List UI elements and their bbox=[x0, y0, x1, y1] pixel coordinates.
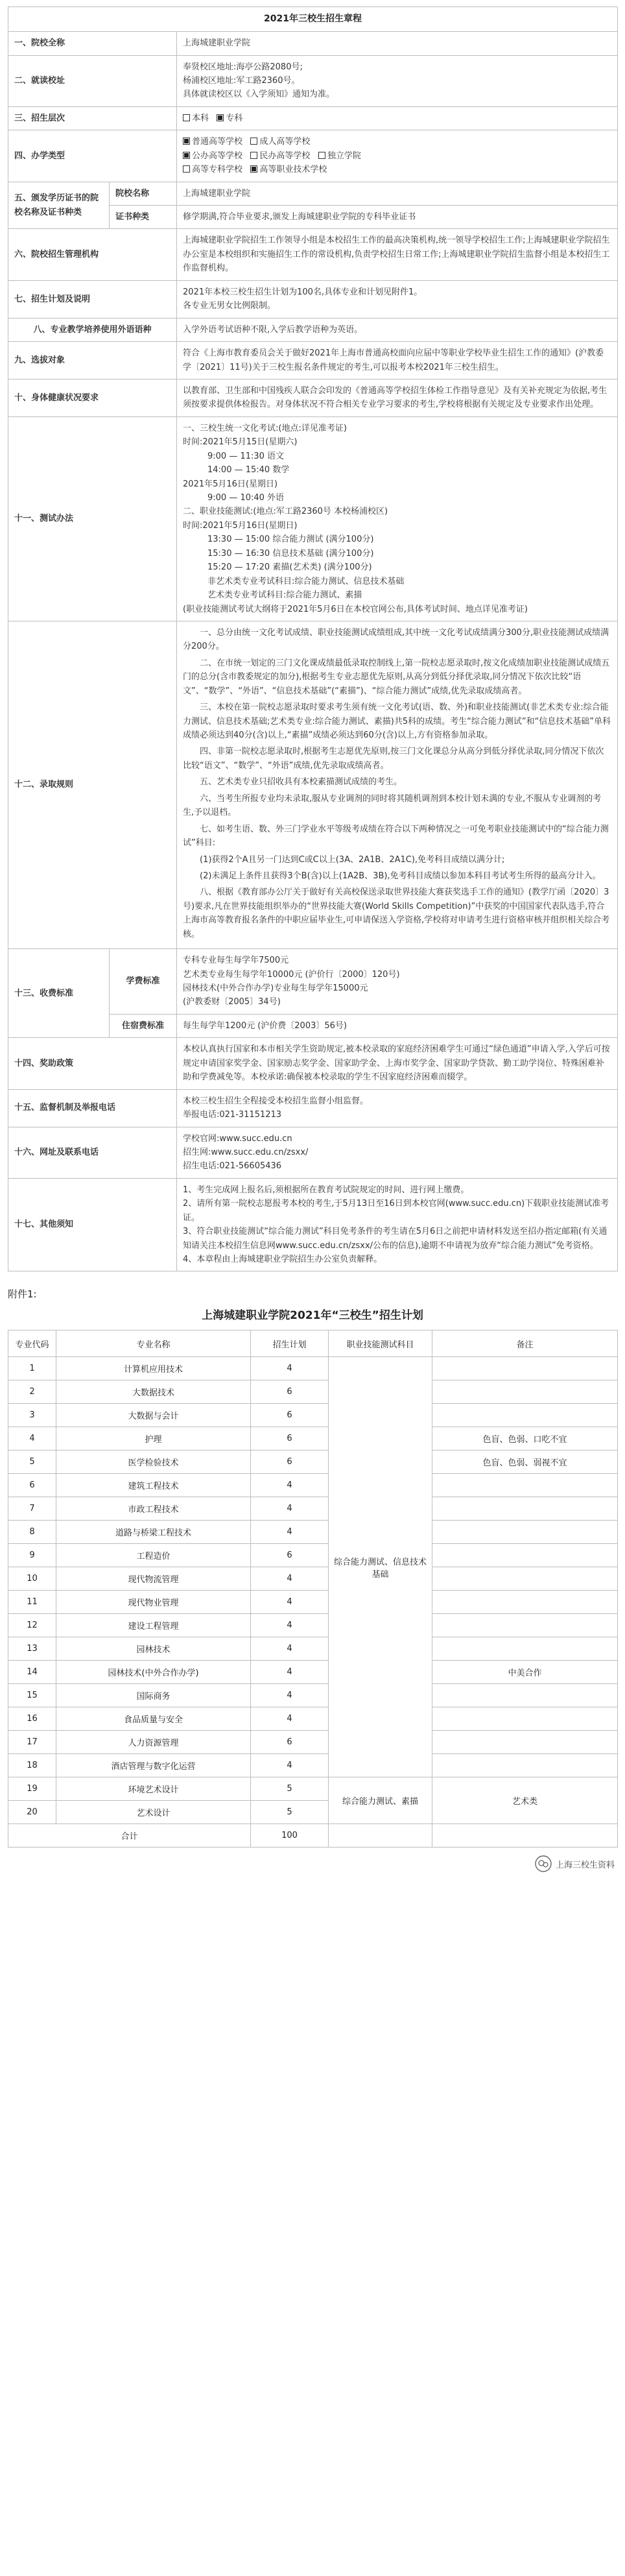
rule-paragraph: 五、艺术类专业只招收具有本校素描测试成绩的考生。 bbox=[200, 777, 403, 788]
value-other-notes bbox=[177, 1178, 618, 1271]
major-note: 艺术类 bbox=[432, 1777, 618, 1824]
major-code: 4 bbox=[8, 1427, 56, 1451]
row-test-methods bbox=[8, 416, 618, 621]
major-name: 医学检验技术 bbox=[56, 1451, 251, 1474]
label-cert-institution: 院校名称 bbox=[110, 182, 177, 205]
major-plan: 5 bbox=[251, 1777, 329, 1801]
label-dorm: 住宿费标准 bbox=[110, 1014, 177, 1037]
label-enrollment-plan: 七、招生计划及说明 bbox=[8, 280, 177, 318]
major-code: 12 bbox=[8, 1614, 56, 1637]
plan-total-row bbox=[8, 1824, 618, 1848]
value-financial-aid: 本校认真执行国家和本市相关学生资助规定,被本校录取的家庭经济困难学生可通过“绿色通道”申请入学,入学后可按规定申请国家奖学金、国家励志奖学金、国家助学金、上海市奖学金、国家助学贷款、勤工助学岗位、特殊困难补助和学费减免等。本校承诺:确保被本校录取的学生不因家庭经济困难而辍学。 bbox=[177, 1038, 618, 1089]
official-website-link[interactable]: 学校官网:www.succ.edu.cn bbox=[183, 1133, 292, 1144]
label-admission-office: 六、院校招生管理机构 bbox=[8, 229, 177, 280]
major-note bbox=[432, 1731, 618, 1754]
plan-header-row bbox=[8, 1330, 618, 1357]
major-name: 工程造价 bbox=[56, 1544, 251, 1567]
major-code: 15 bbox=[8, 1684, 56, 1707]
major-plan: 6 bbox=[251, 1427, 329, 1451]
rule-paragraph: 二、在市统一划定的三门文化课成绩最低录取控制线上,第一院校志愿录取时,按文化成绩加职业技能测试成绩五门的总分(含市教委规定的加分),根据考生专业志愿优先原则,从高分到低分择优录取,同分情况下依次比较“语文”、“数学”、“外语”、“信息技术基础”(“素描”)、“综合能力测试”成绩,优先录取成绩高者。 bbox=[183, 658, 610, 696]
major-plan: 6 bbox=[251, 1731, 329, 1754]
table-row bbox=[8, 1521, 618, 1544]
major-name: 人力资源管理 bbox=[56, 1731, 251, 1754]
checkbox-unchecked-icon bbox=[250, 138, 257, 145]
label-campus-address: 二、就读校址 bbox=[8, 55, 177, 106]
table-row bbox=[8, 1567, 618, 1591]
major-plan: 6 bbox=[251, 1544, 329, 1567]
plan-body bbox=[8, 1357, 618, 1824]
table-row bbox=[8, 1451, 618, 1474]
major-name: 酒店管理与数字化运营 bbox=[56, 1754, 251, 1777]
major-plan: 4 bbox=[251, 1497, 329, 1521]
major-code: 19 bbox=[8, 1777, 56, 1801]
label-eligibility: 九、选拔对象 bbox=[8, 342, 177, 379]
table-row bbox=[8, 1731, 618, 1754]
label-certificate: 五、颁发学历证书的院校名称及证书种类 bbox=[8, 182, 110, 229]
major-name: 护理 bbox=[56, 1427, 251, 1451]
table-row bbox=[8, 1661, 618, 1684]
label-contact: 十六、网址及联系电话 bbox=[8, 1127, 177, 1178]
major-note bbox=[432, 1637, 618, 1661]
note-item: 3、符合职业技能测试“综合能力测试”科目免考条件的考生请在5月6日之前把申请材料发送至招办指定邮箱(有关通知请关注本校招生信息网www.succ.edu.cn/zsxx/公布的信息),逾期不申请视为放弃“综合能力测试”免考资格。 bbox=[183, 1227, 607, 1251]
row-language bbox=[8, 318, 618, 341]
value-contact bbox=[177, 1127, 618, 1178]
label-language: 八、专业教学培养使用外语语种 bbox=[8, 318, 177, 341]
option-label: 本科 bbox=[192, 113, 209, 123]
major-code: 11 bbox=[8, 1591, 56, 1614]
admission-charter-table bbox=[8, 6, 618, 1271]
major-plan: 4 bbox=[251, 1614, 329, 1637]
major-name: 大数据技术 bbox=[56, 1380, 251, 1404]
major-plan: 4 bbox=[251, 1357, 329, 1380]
test-note: (职业技能测试考试大纲将于2021年5月6日在本校官网公布,具体考试时间、地点详见准考证) bbox=[183, 604, 528, 614]
major-note bbox=[432, 1474, 618, 1497]
label-financial-aid: 十四、奖助政策 bbox=[8, 1038, 177, 1089]
option-label: 高等专科学校 bbox=[192, 165, 243, 175]
rule-paragraph: (1)获得2个A且另一门达到C或C以上(3A、2A1B、2A1C),免考科目成绩以满分计; bbox=[200, 854, 505, 865]
fee-line: 艺术类专业每生每学年10000元 (沪价行〔2000〕120号) bbox=[183, 969, 400, 980]
test-note: 艺术类专业考试科目:综合能力测试、素描 bbox=[207, 590, 362, 601]
fee-line: 园林技术(中外合作办学)专业每生每学年15000元 bbox=[183, 983, 368, 994]
major-code: 13 bbox=[8, 1637, 56, 1661]
table-row bbox=[8, 1404, 618, 1427]
major-note: 色盲、色弱、弱视不宜 bbox=[432, 1451, 618, 1474]
option-label: 民办高等学校 bbox=[259, 150, 311, 161]
test-schedule: 9:00 — 10:40 外语 bbox=[207, 493, 285, 503]
major-plan: 4 bbox=[251, 1707, 329, 1731]
value-tuition bbox=[177, 949, 618, 1015]
note-item: 1、考生完成网上报名后,须根据所在教育考试院规定的时间、进行网上缴费。 bbox=[183, 1185, 469, 1195]
major-code: 17 bbox=[8, 1731, 56, 1754]
major-note bbox=[432, 1380, 618, 1404]
table-row bbox=[8, 1357, 618, 1380]
major-note bbox=[432, 1497, 618, 1521]
major-plan: 4 bbox=[251, 1754, 329, 1777]
checkbox-unchecked-icon bbox=[183, 114, 190, 121]
major-note: 色盲、色弱、口吃不宜 bbox=[432, 1427, 618, 1451]
checkbox-checked-icon bbox=[217, 114, 224, 121]
checkbox-unchecked-icon bbox=[183, 165, 190, 173]
admission-website-link[interactable]: 招生网:www.succ.edu.cn/zsxx/ bbox=[183, 1147, 309, 1157]
annex-title: 上海城建职业学院2021年“三校生”招生计划 bbox=[202, 1309, 423, 1323]
table-row bbox=[8, 1474, 618, 1497]
major-name: 市政工程技术 bbox=[56, 1497, 251, 1521]
option-label: 成人高等学校 bbox=[259, 137, 311, 147]
major-name: 现代物业管理 bbox=[56, 1591, 251, 1614]
doc-title: 2021年三校生招生章程 bbox=[8, 7, 618, 32]
label-fees: 十三、收费标准 bbox=[8, 949, 110, 1038]
row-enrollment-plan bbox=[8, 280, 618, 318]
checkbox-unchecked-icon bbox=[250, 152, 257, 159]
major-note bbox=[432, 1591, 618, 1614]
rule-paragraph: 一、总分由统一文化考试成绩、职业技能测试成绩组成,其中统一文化考试成绩满分300分,职业技能测试成绩满分200分。 bbox=[183, 627, 609, 652]
major-code: 5 bbox=[8, 1451, 56, 1474]
major-note bbox=[432, 1544, 618, 1567]
table-row bbox=[8, 1614, 618, 1637]
major-note bbox=[432, 1754, 618, 1777]
value-admission-rules bbox=[177, 621, 618, 948]
subject-group: 综合能力测试、信息技术基础 bbox=[329, 1357, 432, 1777]
major-code: 14 bbox=[8, 1661, 56, 1684]
value-test-methods bbox=[177, 416, 618, 621]
major-note bbox=[432, 1614, 618, 1637]
col-header: 招生计划 bbox=[251, 1330, 329, 1357]
major-plan: 6 bbox=[251, 1451, 329, 1474]
row-institution-name bbox=[8, 32, 618, 55]
major-note bbox=[432, 1567, 618, 1591]
table-row bbox=[8, 1707, 618, 1731]
label-admission-rules: 十二、录取规则 bbox=[8, 621, 177, 948]
table-row bbox=[8, 1497, 618, 1521]
test-schedule: 14:00 — 15:40 数学 bbox=[207, 465, 290, 475]
table-row bbox=[8, 1637, 618, 1661]
value-health: 以教育部、卫生部和中国残疾人联合会印发的《普通高等学校招生体检工作指导意见》及有关补充规定为依据,考生须按要求提供体检报告。对身体状况不符合相关专业学习要求的考生,学校将根据有关规定及专业要求作出处理。 bbox=[177, 379, 618, 416]
rule-paragraph: 四、非第一院校志愿录取时,根据考生志愿优先原则,按三门文化课总分从高分到低分择优录取,同分情况下依次比较“语文”、“数学”、“外语”成绩,优先录取成绩高者。 bbox=[183, 747, 604, 771]
major-code: 20 bbox=[8, 1801, 56, 1824]
subject-group: 综合能力测试、素描 bbox=[329, 1777, 432, 1824]
value-school-type bbox=[177, 130, 618, 182]
table-row bbox=[8, 1777, 618, 1801]
major-plan: 4 bbox=[251, 1521, 329, 1544]
value-dorm: 每生每学年1200元 (沪价费〔2003〕56号) bbox=[177, 1014, 618, 1037]
option-label: 专科 bbox=[226, 113, 243, 123]
col-header: 专业代码 bbox=[8, 1330, 56, 1357]
row-eligibility bbox=[8, 342, 618, 379]
major-note bbox=[432, 1707, 618, 1731]
report-phone: 举报电话:021-31151213 bbox=[183, 1110, 282, 1120]
major-name: 道路与桥梁工程技术 bbox=[56, 1521, 251, 1544]
note-item: 4、本章程由上海城建职业学院招生办公室负责解释。 bbox=[183, 1255, 383, 1265]
test-schedule: 13:30 — 15:00 综合能力测试 (满分100分) bbox=[207, 535, 374, 545]
major-note bbox=[432, 1684, 618, 1707]
note-item: 2、请所有第一院校志愿报考本校的考生,于5月13日至16日到本校官网(www.succ.edu.cn)下载职业技能测试准考证。 bbox=[183, 1199, 609, 1223]
row-supervision bbox=[8, 1089, 618, 1127]
label-school-type: 四、办学类型 bbox=[8, 130, 177, 182]
col-header: 职业技能测试科目 bbox=[329, 1330, 432, 1357]
label-institution-name: 一、院校全称 bbox=[8, 32, 177, 55]
watermark-text: 上海三校生资料 bbox=[555, 1860, 615, 1870]
row-school-type bbox=[8, 130, 618, 182]
test-date: 2021年5月16日(星期日) bbox=[183, 479, 278, 489]
table-row bbox=[8, 1427, 618, 1451]
option-label: 高等职业技术学校 bbox=[259, 165, 327, 175]
major-plan: 4 bbox=[251, 1591, 329, 1614]
test-schedule: 15:30 — 16:30 信息技术基础 (满分100分) bbox=[207, 548, 374, 559]
label-cert-type: 证书种类 bbox=[110, 206, 177, 229]
total-label: 合计 bbox=[8, 1824, 251, 1848]
table-row bbox=[8, 1544, 618, 1567]
major-plan: 5 bbox=[251, 1801, 329, 1824]
major-code: 3 bbox=[8, 1404, 56, 1427]
test-date: 时间:2021年5月16日(星期日) bbox=[183, 520, 298, 531]
value-cert-type: 修学期满,符合毕业要求,颁发上海城建职业学院的专科毕业证书 bbox=[177, 206, 618, 229]
value-admission-office: 上海城建职业学院招生工作领导小组是本校招生工作的最高决策机构,统一领导学校招生工作;上海城建职业学院招生办公室是本校组织和实施招生工作的常设机构,负责学校招生日常工作;上海城建职业学院招生监督小组是本校招生工作监督机构。 bbox=[177, 229, 618, 280]
annex-label: 附件1: bbox=[8, 1288, 37, 1301]
major-note: 中美合作 bbox=[432, 1661, 618, 1684]
test-note: 非艺术类专业考试科目:综合能力测试、信息技术基础 bbox=[207, 576, 405, 586]
row-admission-office bbox=[8, 229, 618, 280]
major-code: 8 bbox=[8, 1521, 56, 1544]
enrollment-plan-table bbox=[8, 1330, 618, 1848]
label-supervision: 十五、监督机制及举报电话 bbox=[8, 1089, 177, 1127]
major-plan: 6 bbox=[251, 1404, 329, 1427]
major-code: 1 bbox=[8, 1357, 56, 1380]
rule-paragraph: (2)未满足上条件且获得3个B(含)以上(1A2B、3B),免考科目成绩以参加本科目考试考生所得的最高分计入。 bbox=[200, 871, 601, 881]
major-plan: 4 bbox=[251, 1474, 329, 1497]
row-campus-address bbox=[8, 55, 618, 106]
plan-line: 2021年本校三校生招生计划为100名,具体专业和计划见附件1。 bbox=[183, 287, 423, 297]
checkbox-unchecked-icon bbox=[318, 152, 325, 159]
major-name: 艺术设计 bbox=[56, 1801, 251, 1824]
row-admission-rules bbox=[8, 621, 618, 948]
major-name: 园林技术(中外合作办学) bbox=[56, 1661, 251, 1684]
total-note bbox=[432, 1824, 618, 1848]
major-name: 建筑工程技术 bbox=[56, 1474, 251, 1497]
label-tuition: 学费标准 bbox=[110, 949, 177, 1015]
option-label: 独立学院 bbox=[327, 150, 361, 161]
major-name: 计算机应用技术 bbox=[56, 1357, 251, 1380]
table-row bbox=[8, 1754, 618, 1777]
major-name: 建设工程管理 bbox=[56, 1614, 251, 1637]
checkbox-checked-icon bbox=[250, 165, 257, 173]
plan-line: 各专业无男女比例限制。 bbox=[183, 301, 276, 311]
admission-phone: 招生电话:021-56605436 bbox=[183, 1161, 282, 1172]
major-note bbox=[432, 1521, 618, 1544]
major-name: 食品质量与安全 bbox=[56, 1707, 251, 1731]
row-other-notes bbox=[8, 1178, 618, 1271]
row-financial-aid bbox=[8, 1038, 618, 1089]
address-line: 杨浦校区地址:军工路2360号。 bbox=[183, 75, 300, 86]
major-code: 7 bbox=[8, 1497, 56, 1521]
supervision-line: 本校三校生招生全程接受本校招生监督小组监督。 bbox=[183, 1096, 369, 1106]
test-date: 时间:2021年5月15日(星期六) bbox=[183, 437, 298, 448]
major-plan: 4 bbox=[251, 1637, 329, 1661]
value-cert-institution: 上海城建职业学院 bbox=[177, 182, 618, 205]
fee-line: 专科专业每生每学年7500元 bbox=[183, 956, 289, 966]
table-row bbox=[8, 1591, 618, 1614]
checkbox-checked-icon bbox=[183, 152, 190, 159]
value-campus-address bbox=[177, 55, 618, 106]
test-schedule: 9:00 — 11:30 语文 bbox=[207, 451, 285, 461]
major-note bbox=[432, 1357, 618, 1380]
test-part-heading: 二、职业技能测试:(地点:军工路2360号 本校杨浦校区) bbox=[183, 507, 388, 517]
major-plan: 4 bbox=[251, 1684, 329, 1707]
chat-logo-icon bbox=[535, 1855, 552, 1872]
major-plan: 6 bbox=[251, 1380, 329, 1404]
major-code: 2 bbox=[8, 1380, 56, 1404]
watermark bbox=[535, 1855, 615, 1872]
row-contact bbox=[8, 1127, 618, 1178]
major-name: 环境艺术设计 bbox=[56, 1777, 251, 1801]
major-name: 大数据与会计 bbox=[56, 1404, 251, 1427]
table-row bbox=[8, 1380, 618, 1404]
label-health: 十、身体健康状况要求 bbox=[8, 379, 177, 416]
col-header: 备注 bbox=[432, 1330, 618, 1357]
major-code: 10 bbox=[8, 1567, 56, 1591]
label-test-methods: 十一、测试办法 bbox=[8, 416, 177, 621]
value-supervision bbox=[177, 1089, 618, 1127]
rule-paragraph: 七、如考生语、数、外三门学业水平等级考成绩在符合以下两种情况之一可免考职业技能测试中的“综合能力测试”科目: bbox=[183, 824, 609, 849]
row-health bbox=[8, 379, 618, 416]
col-header: 专业名称 bbox=[56, 1330, 251, 1357]
major-code: 6 bbox=[8, 1474, 56, 1497]
major-name: 现代物流管理 bbox=[56, 1567, 251, 1591]
rule-paragraph: 八、根据《教育部办公厅关于做好有关高校保送录取世界技能大赛获奖选手工作的通知》(教学厅函〔2020〕3号)要求,凡在世界技能组织举办的“世界技能大赛(World Skills Competition)”中获奖的中国国家代表队选手,符合上海市高等教育报名条件的中职应届毕业生,可申请保送入学资格,学校将对申请考生进行资格审核并组织相关综合考核。 bbox=[183, 887, 610, 939]
value-enrollment-plan bbox=[177, 280, 618, 318]
label-level: 三、招生层次 bbox=[8, 106, 177, 130]
checkbox-checked-icon bbox=[183, 138, 190, 145]
label-other-notes: 十七、其他须知 bbox=[8, 1178, 177, 1271]
value-institution-name: 上海城建职业学院 bbox=[177, 32, 618, 55]
option-label: 普通高等学校 bbox=[192, 137, 243, 147]
major-name: 园林技术 bbox=[56, 1637, 251, 1661]
row-fees-tuition bbox=[8, 949, 618, 1015]
table-row bbox=[8, 1684, 618, 1707]
value-eligibility: 符合《上海市教育委员会关于做好2021年上海市普通高校面向应届中等职业学校毕业生招生工作的通知》(沪教委学〔2021〕11号)关于三校生报名条件规定的考生,可以报考本校2021年三校生招生。 bbox=[177, 342, 618, 379]
major-note bbox=[432, 1404, 618, 1427]
major-plan: 4 bbox=[251, 1661, 329, 1684]
option-label: 公办高等学校 bbox=[192, 150, 243, 161]
row-level bbox=[8, 106, 618, 130]
fee-line: (沪教委财〔2005〕34号) bbox=[183, 997, 281, 1007]
major-plan: 4 bbox=[251, 1567, 329, 1591]
value-level bbox=[177, 106, 618, 130]
rule-paragraph: 六、当考生所报专业均未录取,服从专业调剂的同时将其随机调剂到本校计划未满的专业,不服从专业调剂的考生,予以退档。 bbox=[183, 793, 602, 818]
total-value: 100 bbox=[251, 1824, 329, 1848]
major-name: 国际商务 bbox=[56, 1684, 251, 1707]
rule-paragraph: 三、本校在第一院校志愿录取时要求考生须有统一文化考试(语、数、外)和职业技能测试(非艺术类专业:综合能力测试、信息技术基础;艺术类专业:综合能力测试、素描)共5科的成绩。考生“综合能力测试”和“信息技术基础”单科成绩必须达到40分(含)以上,“素描”成绩必须达到60分(含)以上,方有资格参加录取。 bbox=[183, 703, 611, 741]
major-code: 16 bbox=[8, 1707, 56, 1731]
test-part-heading: 一、三校生统一文化考试:(地点:详见准考证) bbox=[183, 423, 347, 433]
value-language: 入学外语考试语种不限,入学后教学语种为英语。 bbox=[177, 318, 618, 341]
address-line: 奉贤校区地址:海亭公路2080号; bbox=[183, 62, 303, 72]
row-certificate-institution bbox=[8, 182, 618, 205]
test-schedule: 15:20 — 17:20 素描(艺术类) (满分100分) bbox=[207, 562, 372, 573]
address-line: 具体就读校区以《入学须知》通知为准。 bbox=[183, 90, 335, 100]
major-code: 18 bbox=[8, 1754, 56, 1777]
total-subject bbox=[329, 1824, 432, 1848]
major-code: 9 bbox=[8, 1544, 56, 1567]
